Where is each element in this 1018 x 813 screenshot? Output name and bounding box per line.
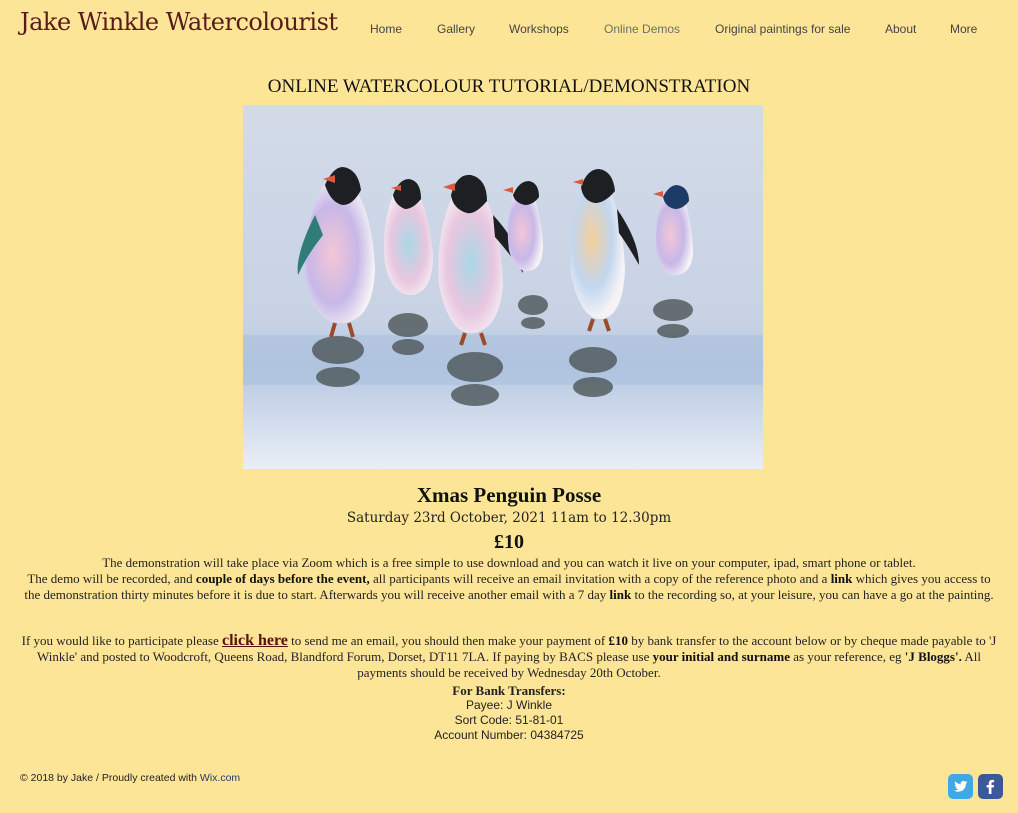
desc-text: all participants will receive an email invitation with a copy of the reference photo and a <box>369 571 831 586</box>
nav-gallery[interactable]: Gallery <box>437 22 476 36</box>
desc-text: The demo will be recorded, and <box>27 571 196 586</box>
bank-transfer-title: For Bank Transfers: <box>452 683 566 698</box>
bank-sort-code: Sort Code: 51-81-01 <box>454 713 564 727</box>
facebook-button[interactable] <box>978 774 1003 799</box>
desc-text: to the recording so, at your leisure, you can have a go at the painting. <box>631 587 994 602</box>
nav-original-paintings[interactable]: Original paintings for sale <box>715 22 851 36</box>
desc-bold: link <box>830 571 853 586</box>
pay-bold: 'J Bloggs'. <box>904 649 962 664</box>
nav-about[interactable]: About <box>885 22 917 36</box>
twitter-icon <box>948 774 973 799</box>
pay-amount: £10 <box>608 633 628 648</box>
facebook-icon <box>978 774 1003 799</box>
footer-text: © 2018 by Jake / Proudly created with <box>20 772 200 784</box>
desc-bold: couple of days before the event, <box>195 571 370 586</box>
twitter-button[interactable] <box>948 774 973 799</box>
nav-workshops[interactable]: Workshops <box>509 22 569 36</box>
payment-instructions <box>18 633 1000 681</box>
pay-text: as your reference, eg <box>790 649 905 664</box>
click-here-link[interactable]: click here <box>221 632 288 649</box>
demo-price: £10 <box>494 531 524 553</box>
page-heading: ONLINE WATERCOLOUR TUTORIAL/DEMONSTRATION <box>267 76 751 97</box>
footer <box>20 772 240 784</box>
desc-bold: link <box>609 587 632 602</box>
nav-more[interactable]: More <box>950 22 978 36</box>
pay-text: If you would like to participate please <box>21 633 222 648</box>
nav-home[interactable]: Home <box>370 22 403 36</box>
desc-text: which gives you access to the demonstration thirty minutes before it is due to start. Afterwards you will receive another email with a 7 day <box>24 571 991 602</box>
bank-account-number: Account Number: 04384725 <box>434 728 584 742</box>
penguin-painting-image <box>243 105 763 469</box>
penguin-painting-icon <box>243 105 763 469</box>
nav-online-demos[interactable]: Online Demos <box>604 22 681 36</box>
pay-bold: your initial and surname <box>652 649 791 664</box>
pay-text: to send me an email, you should then make your payment of <box>287 633 609 648</box>
wix-link[interactable]: Wix.com <box>199 772 241 784</box>
pay-text: All payments should be received by Wednesday 20th October. <box>357 649 982 680</box>
site-title[interactable]: Jake Winkle Watercolourist <box>20 8 338 36</box>
demo-description <box>18 555 1000 603</box>
main-nav <box>0 22 1018 40</box>
description-line-1: The demonstration will take place via Zoom which is a free simple to use download and you can watch it live on your computer, ipad, smart phone or tablet. <box>102 555 916 570</box>
bank-payee: Payee: J Winkle <box>465 698 553 712</box>
demo-date: Saturday 23rd October, 2021 11am to 12.30pm <box>346 510 672 526</box>
demo-title: Xmas Penguin Posse <box>416 483 602 507</box>
pay-text: by bank transfer to the account below or by cheque made payable to 'J Winkle' and posted to Woodcroft, Queens Road, Blandford Forum, Dorset, DT11 7LA. If paying by BACS please use <box>36 633 997 664</box>
